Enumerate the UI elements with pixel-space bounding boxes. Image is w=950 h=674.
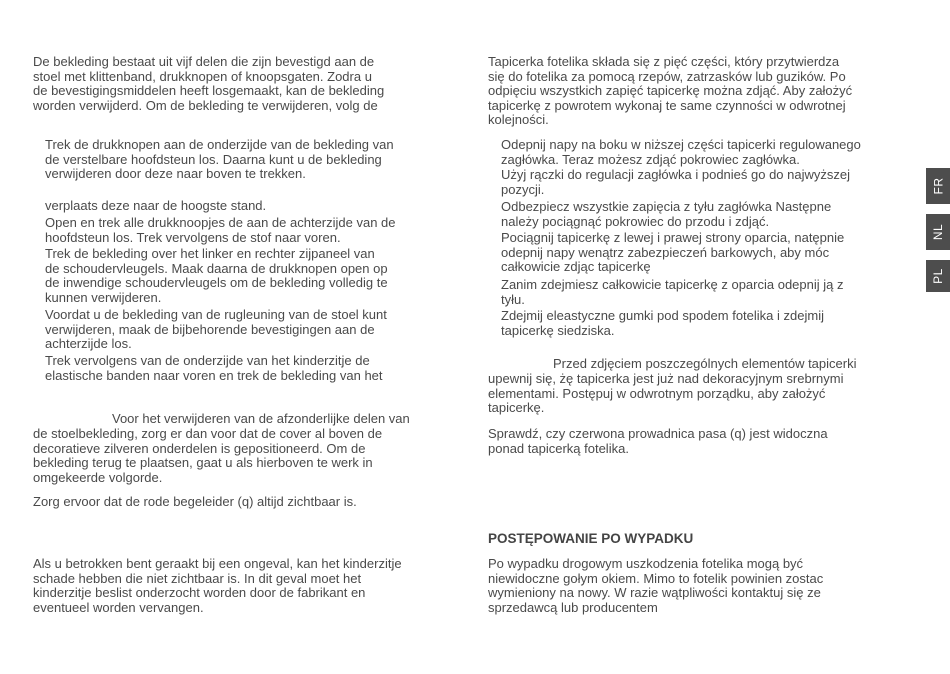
pl-red-guide-note: Sprawdź, czy czerwona prowadnica pasa (q) jest widoczna ponad tapicerką fotelika. <box>488 426 828 456</box>
pl-accident-text: Po wypadku drogowym uszkodzenia fotelika mogą być niewidoczne gołym okiem. Mimo to fotelik powinien zostac wymieniony na nowy. W razie wątpliwości kontaktuj się ze sprzedawcą lub producentem <box>488 556 824 615</box>
language-tab-nl-label: NL <box>931 223 945 241</box>
pl-step-2: Użyj rączki do regulacji zagłówka i podnieś go do najwyższej pozycji. <box>501 167 851 197</box>
nl-step-5: Voordat u de bekleding van de rugleuning van de stoel kunt verwijderen, maak de bijbehorende bevestigingen aan de achterzijde los. <box>45 307 387 352</box>
pl-note-first-line: Przed zdjęciem poszczególnych elementów tapicerki <box>553 356 857 371</box>
nl-note-first-line: Voor het verwijderen van de afzonderlijke delen van <box>112 411 410 426</box>
language-tab-pl-label: PL <box>931 268 945 284</box>
pl-step-4: Pociągnij tapicerkę z lewej i prawej strony oparcia, natępnie odepnij napy wenątrz zabezpieczeń barkowych, aby móc całkowicie zdjąc tapicerkę <box>501 230 845 275</box>
nl-step-2: verplaats deze naar de hoogste stand. <box>45 198 267 213</box>
nl-step-1: Trek de drukknopen aan de onderzijde van de bekleding van de verstelbare hoofdsteun los. Daarna kunt u de bekleding verwijderen door deze naar boven te trekken. <box>45 137 394 182</box>
nl-step-3: Open en trek alle drukknoopjes de aan de achterzijde van de hoofdsteun los. Trek vervolgens de stof naar voren. <box>45 215 396 245</box>
language-tab-fr-label: FR <box>931 177 945 195</box>
pl-accident-heading: POSTĘPOWANIE PO WYPADKU <box>488 531 694 546</box>
nl-step-6: Trek vervolgens van de onderzijde van het kinderzitje de elastische banden naar voren en trek de bekleding van het <box>45 353 383 383</box>
language-tab-nl[interactable] <box>926 214 950 250</box>
nl-accident-text: Als u betrokken bent geraakt bij een ongeval, kan het kinderzitje schade hebben die niet zichtbaar is. In dit geval moet het kinderzitje beslist onderzocht worden door de fabrikant en eventueel worden vervangen. <box>33 556 402 615</box>
nl-step-4: Trek de bekleding over het linker en rechter zijpaneel van de schoudervleugels. Maak daarna de drukknopen open op de inwendige schoudervleugels om de bekleding volledig te kunnen verwijderen. <box>45 246 388 305</box>
nl-intro: De bekleding bestaat uit vijf delen die zijn bevestigd aan de stoel met klittenband, drukknopen of knoopsgaten. Zodra u de bevestigingsmiddelen heeft losgemaakt, kan de bekleding worden verwijderd. Om de bekleding te verwijderen, volg de <box>33 54 385 113</box>
language-tab-pl[interactable] <box>926 260 950 292</box>
nl-note: de stoelbekleding, zorg er dan voor dat de cover al boven de decoratieve zilveren onderdelen is gepositioneerd. Om de bekleding terug te plaatsen, gaat u als hierboven te werk in omgekeerde volgorde. <box>33 426 383 485</box>
pl-step-5: Zanim zdejmiesz całkowicie tapicerkę z oparcia odepnij ją z tyłu. <box>501 277 844 307</box>
pl-step-6: Zdejmij eleastyczne gumki pod spodem fotelika i zdejmij tapicerkę siedziska. <box>501 308 824 338</box>
pl-step-1: Odepnij napy na boku w niższej części tapicerki regulowanego zagłówka. Teraz możesz zdjąć pokrowiec zagłówka. <box>501 137 861 167</box>
pl-step-3: Odbezpiecz wszystkie zapięcia z tyłu zagłówka Następne należy pociągnąć pokrowiec do przodu i zdjąć. <box>501 199 832 229</box>
pl-note: upewnij się, żę tapicerka jest już nad dekoracyjnym srebrnymi elementami. Postępuj w odwrotnym porządku, aby założyć tapicerkę. <box>488 371 844 416</box>
nl-red-guide-note: Zorg ervoor dat de rode begeleider (q) altijd zichtbaar is. <box>33 494 357 509</box>
language-tab-fr[interactable] <box>926 168 950 204</box>
pl-intro: Tapicerka fotelika składa się z pięć części, który przytwierdza się do fotelika za pomocą rzepów, zatrzasków lub guzików. Po odpięciu wszystkich zapięć tapicerkę można zdjąć. Aby założyć tapicerkę z powrotem wykonaj te same czynności w odwrotnej kolejności. <box>488 54 853 128</box>
